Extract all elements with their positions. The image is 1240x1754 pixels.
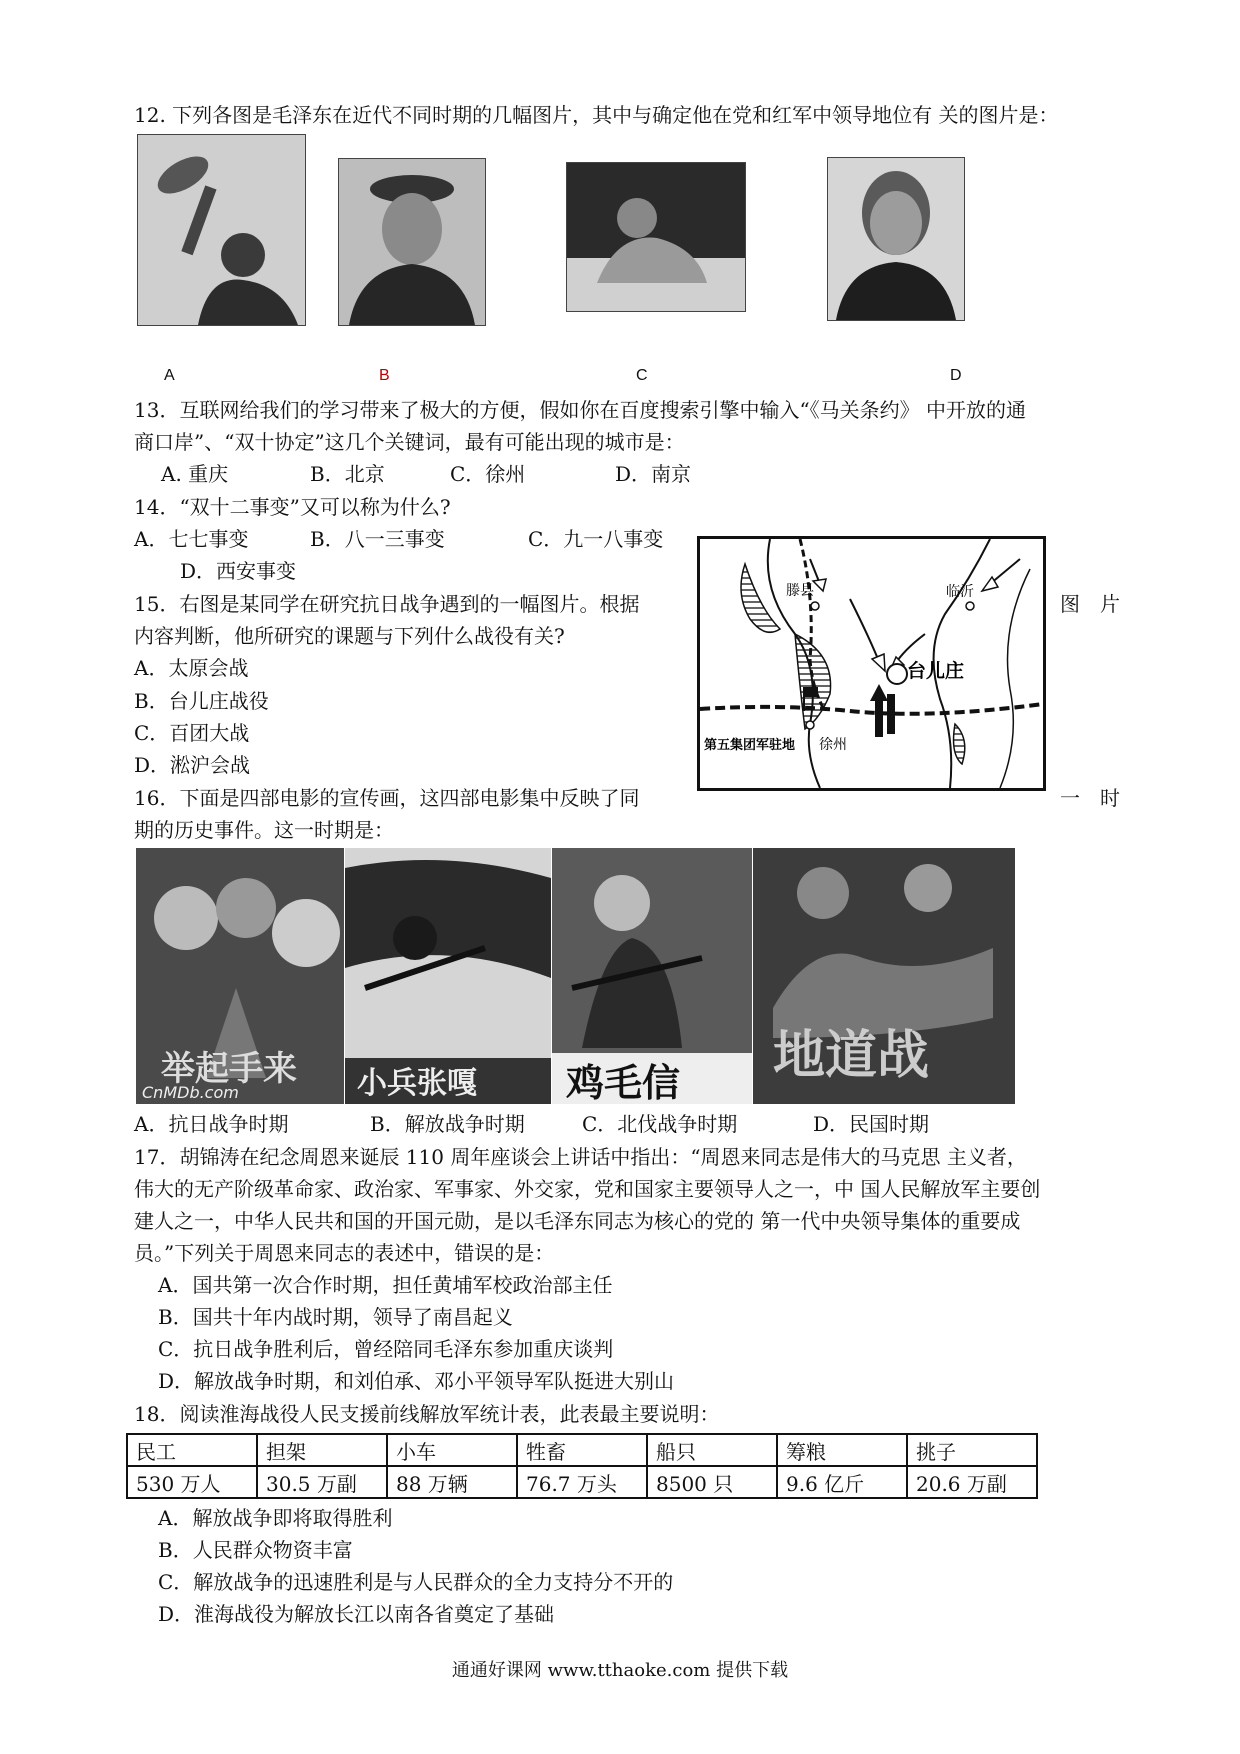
q13-line1: 13．互联网给我们的学习带来了极大的方便，假如你在百度搜索引擎中输入“《马关条约》 中开放的通 bbox=[134, 398, 1027, 422]
table-header-row bbox=[127, 1434, 1037, 1466]
q14-option-b: B．八一三事变 bbox=[310, 527, 445, 551]
table-cell: 8500 只 bbox=[647, 1466, 777, 1498]
mao-photo-a bbox=[137, 134, 306, 326]
q14-option-d: D．西安事变 bbox=[180, 559, 297, 583]
q17-line2: 伟大的无产阶级革命家、政治家、军事家、外交家，党和国家主要领导人之一，中 国人民解放军主要创 bbox=[134, 1177, 1041, 1201]
q15-option-c: C．百团大战 bbox=[134, 721, 250, 745]
poster-4 bbox=[753, 848, 1015, 1104]
table-cell: 530 万人 bbox=[127, 1466, 257, 1498]
q14-option-c: C．九一八事变 bbox=[528, 527, 664, 551]
q17-line4: 员。”下列关于周恩来同志的表述中，错误的是： bbox=[134, 1241, 555, 1265]
poster-4-art bbox=[753, 848, 1015, 1104]
map-label-tengxian: 滕县 bbox=[786, 583, 814, 599]
table-row bbox=[127, 1466, 1037, 1498]
photo-b-figure bbox=[339, 159, 485, 325]
q13-option-d: D．南京 bbox=[615, 462, 692, 486]
table-cell: 20.6 万副 bbox=[907, 1466, 1037, 1498]
table-header-cell: 担架 bbox=[257, 1434, 387, 1466]
q16-option-d: D．民国时期 bbox=[813, 1112, 930, 1136]
q18-stem: 18．阅读淮海战役人民支援前线解放军统计表，此表最主要说明： bbox=[134, 1402, 720, 1426]
q16-line1-tail: 一 时 bbox=[1060, 786, 1120, 810]
table-header-cell: 船只 bbox=[647, 1434, 777, 1466]
q13-option-a: A. 重庆 bbox=[161, 462, 229, 486]
q12-option-d: D bbox=[950, 367, 962, 384]
q17-option-c: C．抗日战争胜利后，曾经陪同毛泽东参加重庆谈判 bbox=[158, 1337, 614, 1361]
q12-option-b: B bbox=[379, 367, 390, 384]
q12-stem: 12. 下列各图是毛泽东在近代不同时期的几幅图片，其中与确定他在党和红军中领导地位有 关的图片是： bbox=[134, 103, 1059, 127]
table-header-cell: 民工 bbox=[127, 1434, 257, 1466]
q15-option-d: D．淞沪会战 bbox=[134, 753, 251, 777]
poster-3 bbox=[552, 848, 752, 1104]
q17-option-d: D．解放战争时期，和刘伯承、邓小平领导军队挺进大别山 bbox=[158, 1369, 675, 1393]
poster-3-title: 鸡毛信 bbox=[566, 1061, 681, 1104]
table-cell: 76.7 万头 bbox=[517, 1466, 647, 1498]
q16-option-c: C．北伐战争时期 bbox=[582, 1112, 738, 1136]
q15-option-b: B．台儿庄战役 bbox=[134, 689, 269, 713]
mao-photo-c bbox=[566, 162, 746, 312]
poster-1-art bbox=[136, 848, 344, 1104]
q15-option-a: A．太原会战 bbox=[134, 656, 249, 680]
poster-4-title: 地道战 bbox=[773, 1026, 930, 1086]
map-label-xuzhou: 徐州 bbox=[819, 737, 847, 753]
table-header-cell: 牲畜 bbox=[517, 1434, 647, 1466]
poster-2-art bbox=[345, 848, 551, 1104]
map-label-linyi: 临沂 bbox=[946, 584, 974, 600]
mao-photo-b bbox=[338, 158, 486, 326]
poster-2 bbox=[345, 848, 551, 1104]
q15-line2: 内容判断，他所研究的课题与下列什么战役有关? bbox=[134, 624, 565, 648]
poster-3-art bbox=[552, 848, 752, 1104]
q18-option-c: C．解放战争的迅速胜利是与人民群众的全力支持分不开的 bbox=[158, 1570, 674, 1594]
q13-line2: 商口岸”、“双十协定”这几个关键词，最有可能出现的城市是： bbox=[134, 430, 685, 454]
q18-option-b: B．人民群众物资丰富 bbox=[158, 1538, 353, 1562]
q13-option-c: C．徐州 bbox=[450, 462, 526, 486]
q16-line2: 期的历史事件。这一时期是： bbox=[134, 818, 394, 842]
poster-2-title: 小兵张嘎 bbox=[357, 1066, 477, 1101]
q16-line1: 16．下面是四部电影的宣传画，这四部电影集中反映了同 bbox=[134, 786, 640, 810]
photo-d-figure bbox=[828, 158, 964, 320]
mao-photo-d bbox=[827, 157, 965, 321]
q16-option-a: A．抗日战争时期 bbox=[134, 1112, 289, 1136]
q12-option-c: C bbox=[636, 367, 648, 384]
q13-option-b: B．北京 bbox=[310, 462, 385, 486]
table-cell: 88 万辆 bbox=[387, 1466, 517, 1498]
q15-line1-tail: 图 片 bbox=[1060, 592, 1120, 616]
photo-c-figure bbox=[567, 163, 745, 311]
map-drawing bbox=[700, 539, 1043, 788]
q17-option-a: A．国共第一次合作时期，担任黄埔军校政治部主任 bbox=[158, 1273, 613, 1297]
q16-option-b: B．解放战争时期 bbox=[370, 1112, 525, 1136]
q12-option-a: A bbox=[164, 367, 175, 384]
table-header-cell: 筹粮 bbox=[777, 1434, 907, 1466]
taierzhuang-map bbox=[697, 536, 1046, 791]
photo-a-figure bbox=[138, 135, 305, 325]
q14-option-a: A．七七事变 bbox=[134, 527, 249, 551]
q17-line3: 建人之一，中华人民共和国的开国元勋，是以毛泽东同志为核心的党的 第一代中央领导集体的重要成 bbox=[134, 1209, 1021, 1233]
q18-option-d: D．淮海战役为解放长江以南各省奠定了基础 bbox=[158, 1602, 555, 1626]
table-cell: 30.5 万副 bbox=[257, 1466, 387, 1498]
q14-stem: 14．“双十二事变”又可以称为什么? bbox=[134, 495, 451, 519]
page-footer: 通通好课网 www.tthaoke.com 提供下载 bbox=[451, 1660, 789, 1681]
q17-line1: 17．胡锦涛在纪念周恩来诞辰 110 周年座谈会上讲话中指出：“周恩来同志是伟大的马克思 主义者， bbox=[134, 1145, 1027, 1169]
table-header-cell: 小车 bbox=[387, 1434, 517, 1466]
table-cell: 9.6 亿斤 bbox=[777, 1466, 907, 1498]
map-label-hq: 第五集团军驻地 bbox=[704, 738, 796, 753]
q15-line1: 15．右图是某同学在研究抗日战争遇到的一幅图片。根据 bbox=[134, 592, 640, 616]
table-header-cell: 挑子 bbox=[907, 1434, 1037, 1466]
q17-option-b: B．国共十年内战时期，领导了南昌起义 bbox=[158, 1305, 513, 1329]
map-label-taierzhuang: 台儿庄 bbox=[907, 660, 965, 682]
poster-1-title: 举起手来 bbox=[161, 1049, 297, 1089]
poster-watermark: CnMDb.com bbox=[142, 1083, 239, 1102]
poster-1 bbox=[136, 848, 344, 1104]
support-statistics-table bbox=[126, 1433, 1038, 1499]
q18-option-a: A．解放战争即将取得胜利 bbox=[158, 1506, 393, 1530]
